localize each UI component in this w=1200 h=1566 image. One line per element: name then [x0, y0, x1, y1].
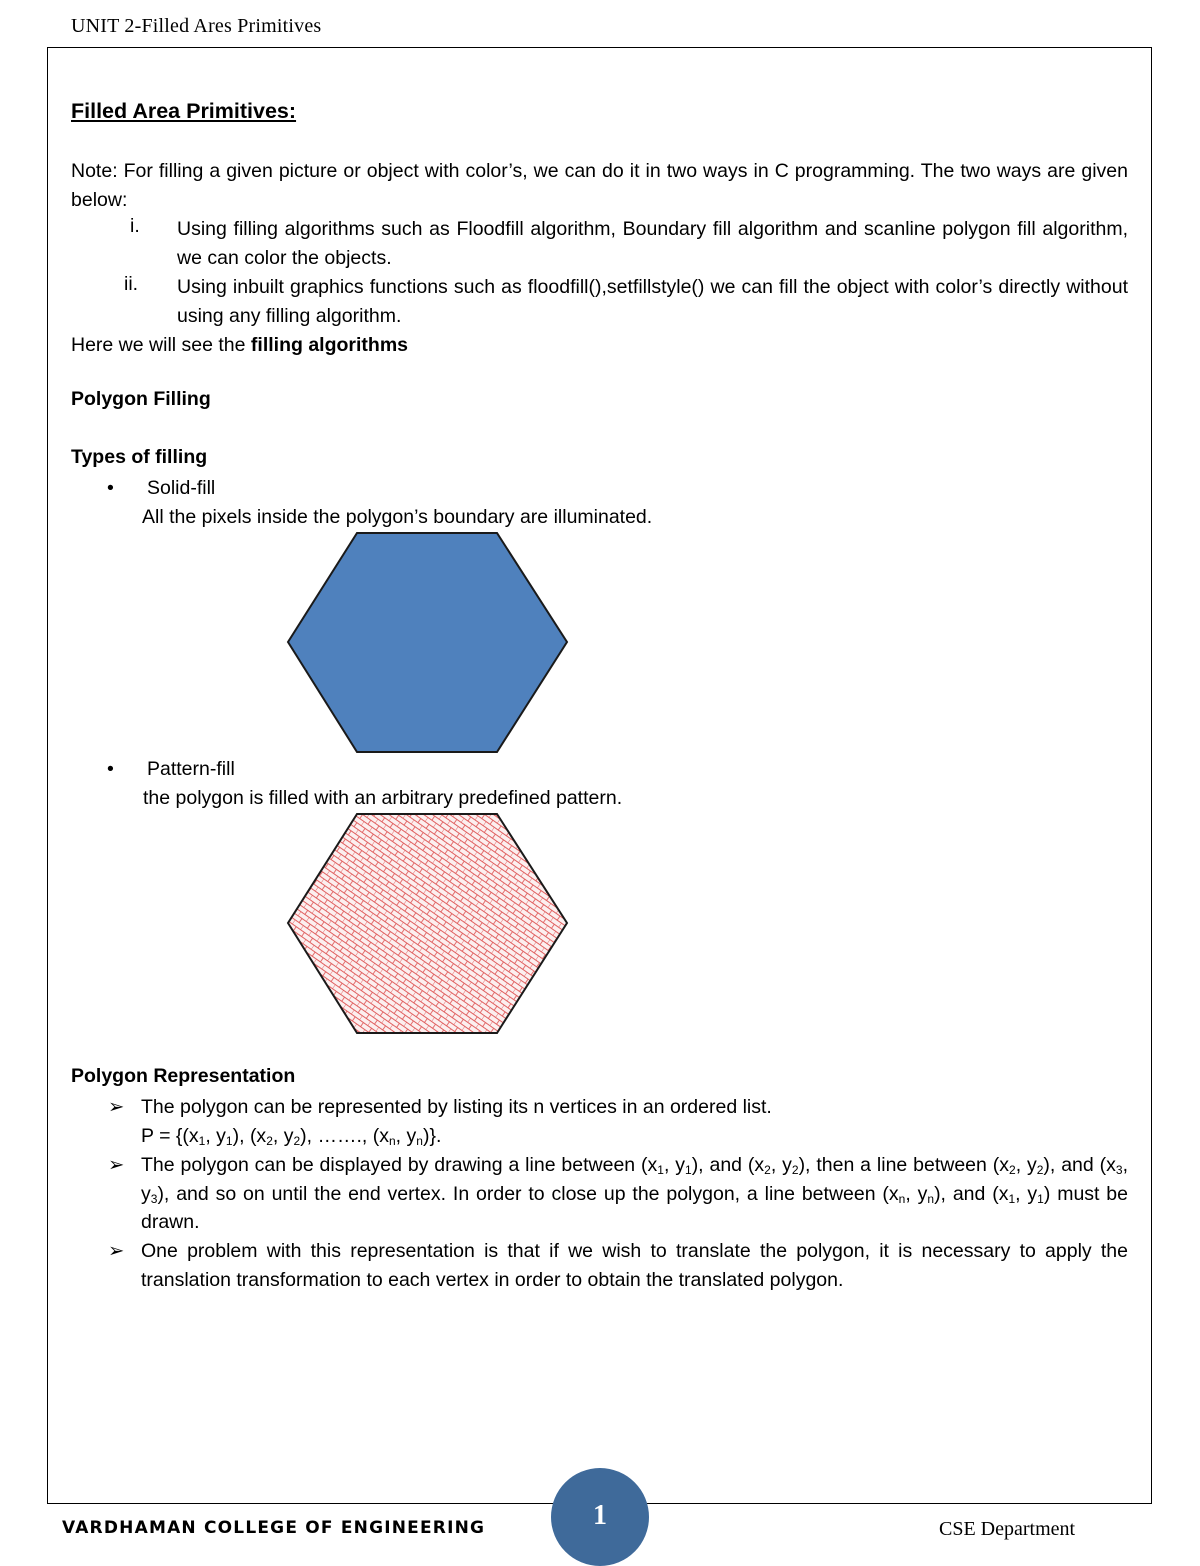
here-line — [71, 331, 408, 360]
arrow-bullet-icon: ➢ — [108, 1096, 125, 1118]
unit-header: UNIT 2-Filled Ares Primitives — [71, 15, 322, 37]
arrow-bullet-icon: ➢ — [108, 1240, 125, 1262]
way-item-2: Using inbuilt graphics functions such as floodfill(),setfillstyle() we can fill the object with color’s directly without using any filling algorithm. — [177, 276, 1128, 327]
solid-fill-label: Solid-fill — [147, 477, 216, 499]
polygon-representation-heading: Polygon Representation — [71, 1065, 296, 1087]
solid-fill-hexagon-figure — [285, 531, 570, 755]
solid-fill-description: All the pixels inside the polygon’s boundary are illuminated. — [142, 506, 653, 528]
vertex-set: $P = \{(x_1$, $y_1$), ($x_2$, $y_2$), ……., ($x_n$, $y_n$)}. — [141, 1125, 442, 1148]
solid-fill-hexagon — [288, 533, 567, 752]
representation-item-1: The polygon can be represented by listing its n vertices in an ordered list. — [141, 1096, 772, 1118]
college-name: VARDHAMAN COLLEGE OF ENGINEERING — [62, 1518, 486, 1538]
pattern-fill-hexagon-figure — [285, 812, 570, 1036]
page-number: 1 — [593, 1500, 607, 1531]
here-prefix: Here we will see the — [71, 334, 251, 356]
note-paragraph: Note: For filling a given picture or object with color’s, we can do it in two ways in C programming. The two ways are given below: — [71, 160, 1128, 211]
department-label: CSE Department — [939, 1518, 1076, 1540]
pattern-fill-label: Pattern-fill — [147, 758, 235, 780]
arrow-bullet-icon: ➢ — [108, 1154, 125, 1176]
list-marker-ii: ii. — [124, 273, 139, 295]
pattern-fill-hexagon — [288, 814, 567, 1033]
way-item-1: Using filling algorithms such as Floodfill algorithm, Boundary fill algorithm and scanline polygon fill algorithm, we can color the objects. — [177, 218, 1128, 269]
polygon-filling-heading: Polygon Filling — [71, 388, 211, 410]
representation-item-2: The polygon can be displayed by drawing a line between ($x_1$, $y_1$), and ($x_2$, $y_2$), then a line between ($x_2$, $y_2$), and ($x_3$, $y_3$), and so on until the end vertex. In order to close up the polygon, a line between ($x_n$, $y_n$), and ($x_1$, $y_1$) must be drawn. — [141, 1154, 1128, 1233]
list-marker-i: i. — [130, 215, 140, 237]
bullet-icon: • — [107, 477, 114, 499]
representation-item-3: One problem with this representation is that if we wish to translate the polygon, it is necessary to apply the translation transformation to each vertex in order to obtain the translated polygon. — [141, 1240, 1128, 1291]
types-of-filling-heading: Types of filling — [71, 446, 208, 468]
page-title: Filled Area Primitives: — [71, 99, 297, 123]
bullet-icon: • — [107, 758, 114, 780]
here-bold: filling algorithms — [250, 334, 409, 356]
pattern-fill-description: the polygon is filled with an arbitrary predefined pattern. — [143, 787, 623, 809]
